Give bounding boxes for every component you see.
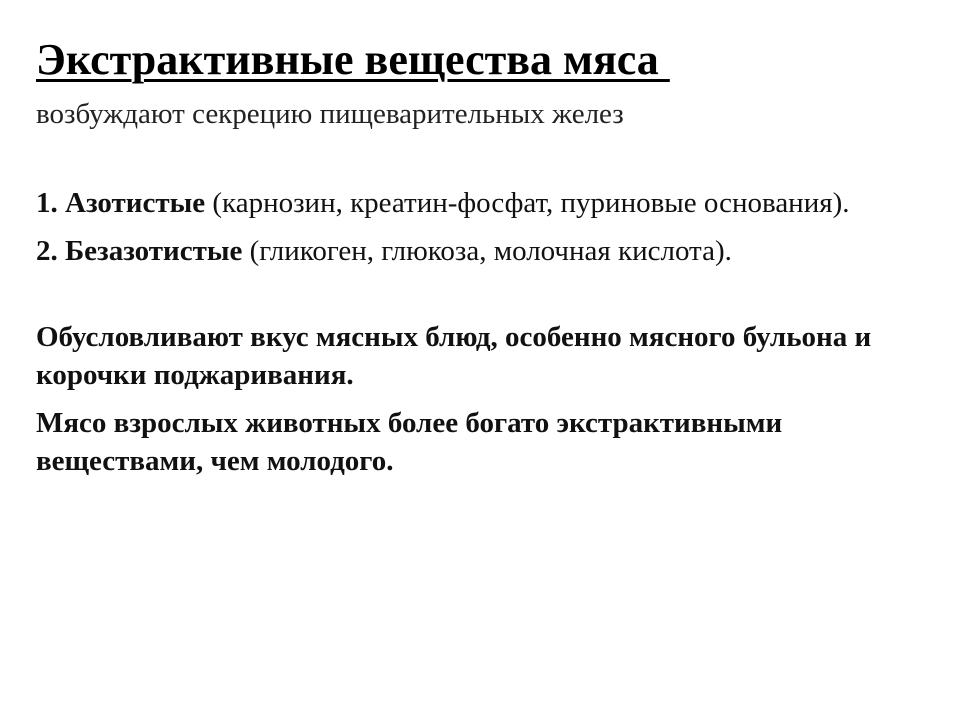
list-item-lead: 1. Азотистые: [36, 187, 206, 219]
slide-title: Экстрактивные вещества мяса: [36, 35, 670, 84]
list-item-lead: 2. Безазотистые: [36, 235, 243, 267]
note-adult-meat: Мясо взрослых животных более богато экстрактивными веществами, чем молодого.: [36, 407, 783, 477]
substance-list: [36, 184, 936, 270]
list-item-nitrogenous: [36, 184, 936, 222]
list-item-detail: (карнозин, креатин-фосфат, пуриновые основания).: [205, 187, 850, 219]
slide-content: [36, 34, 936, 480]
slide-subtitle: возбуждают секрецию пищеварительных желез: [36, 98, 624, 130]
note-taste: Обусловливают вкус мясных блюд, особенно мясного бульона и корочки поджаривания.: [36, 321, 872, 391]
list-item-detail: (гликоген, глюкоза, молочная кислота).: [242, 235, 732, 267]
list-item-nitrogen-free: [36, 232, 936, 270]
